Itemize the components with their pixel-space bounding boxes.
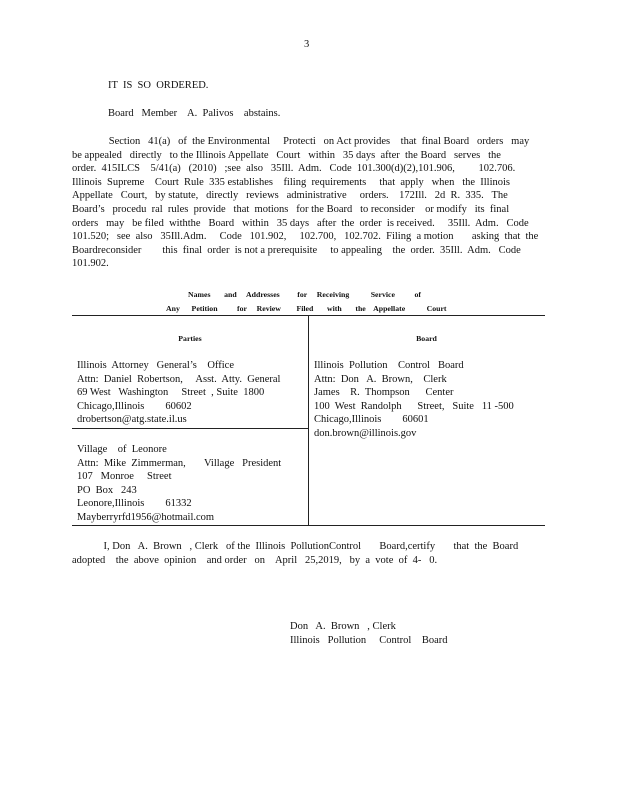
board-column-header: Board <box>416 334 437 343</box>
party-village-of-leonore <box>77 443 281 525</box>
address-line: Illinois Attorney General’s Office <box>77 360 234 371</box>
address-line: Attn: Don A. Brown, Clerk <box>314 373 447 385</box>
certification-line-2: adopted the above opinion and order on April 25,2019, by a vote of 4- 0. <box>72 555 438 566</box>
table-column-divider <box>308 315 309 525</box>
address-line: PO Box 243 <box>77 484 137 496</box>
paragraph-line: Board’s procedu ral rules provide that motions for the Board to reconsider or modify its final <box>72 203 510 215</box>
table-left-row-rule <box>72 428 308 429</box>
address-line: Chicago,Illinois 60602 <box>77 400 192 412</box>
address-line: Attn: Mike Zimmerman, Village President <box>77 457 282 469</box>
address-line: 100 West Randolph Street, Suite 11 -500 <box>314 400 514 412</box>
paragraph-line: Section 41(a) of the Environmental Protecti on Act provides that final Board orders may <box>72 136 530 147</box>
table-bottom-rule <box>72 525 545 526</box>
address-line: Illinois Pollution Control Board <box>314 360 464 371</box>
address-line: James R. Thompson Center <box>314 387 454 399</box>
party-attorney-general <box>77 359 280 427</box>
page-number: 3 <box>304 39 310 50</box>
paragraph-line: 101.520; see also 35Ill.Adm. Code 101.902, 102.700, 102.702. Filing a motion asking that the <box>72 231 539 243</box>
paragraph-line: Appellate Court, by statute, directly reviews administrative orders. 172Ill. 2d R. 335. The <box>72 190 508 202</box>
address-line: 69 West Washington Street , Suite 1800 <box>77 387 265 399</box>
signature-name: Don A. Brown , Clerk <box>290 621 396 632</box>
certification-line-1: I, Don A. Brown , Clerk of the Illinois PollutionControl Board,certify that the Board <box>72 541 519 552</box>
address-line: 107 Monroe Street <box>77 471 172 483</box>
paragraph-line: 101.902. <box>72 258 109 270</box>
address-line: Leonore,Illinois 61332 <box>77 498 192 510</box>
parties-column-header: Parties <box>178 334 202 343</box>
email-line: Mayberryrfd1956@hotmail.com <box>77 511 215 523</box>
table-title-line-2: Any Petition for Review Filed with the Appellate Court <box>166 304 447 313</box>
address-line: Village of Leonore <box>77 444 167 455</box>
paragraph-line: Illinois Supreme Court Rule 335 establishes filing requirements that apply when the Illinois <box>72 176 511 188</box>
email-line: don.brown@illinois.gov <box>314 427 417 439</box>
paragraph-line: order. 415ILCS 5/41(a) (2010) ;see also 35Ill. Adm. Code 101.300(d)(2),101.906, 102.706. <box>72 163 516 175</box>
board-address <box>314 359 514 441</box>
table-title-line-1: Names and Addresses for Receiving Service of <box>188 290 421 299</box>
appeal-paragraph <box>72 135 538 271</box>
address-line: Chicago,Illinois 60601 <box>314 414 429 426</box>
address-line: Attn: Daniel Robertson, Asst. Atty. General <box>77 373 281 385</box>
paragraph-line: orders may be filed withthe Board within 35 days after the order is received. 35Ill. Adm. Code <box>72 217 529 229</box>
ordered-statement: IT IS SO ORDERED. <box>108 80 209 91</box>
paragraph-line: be appealed directly to the Illinois Appellate Court within 35 days after the Board serves the <box>72 149 501 161</box>
email-line: drobertson@atg.state.il.us <box>77 414 187 426</box>
paragraph-line: Boardreconsider this final order is not a prerequisite to appealing the order. 35Ill. Adm. Code <box>72 244 521 256</box>
abstain-statement: Board Member A. Palivos abstains. <box>108 108 281 119</box>
signature-organization: Illinois Pollution Control Board <box>290 635 448 646</box>
